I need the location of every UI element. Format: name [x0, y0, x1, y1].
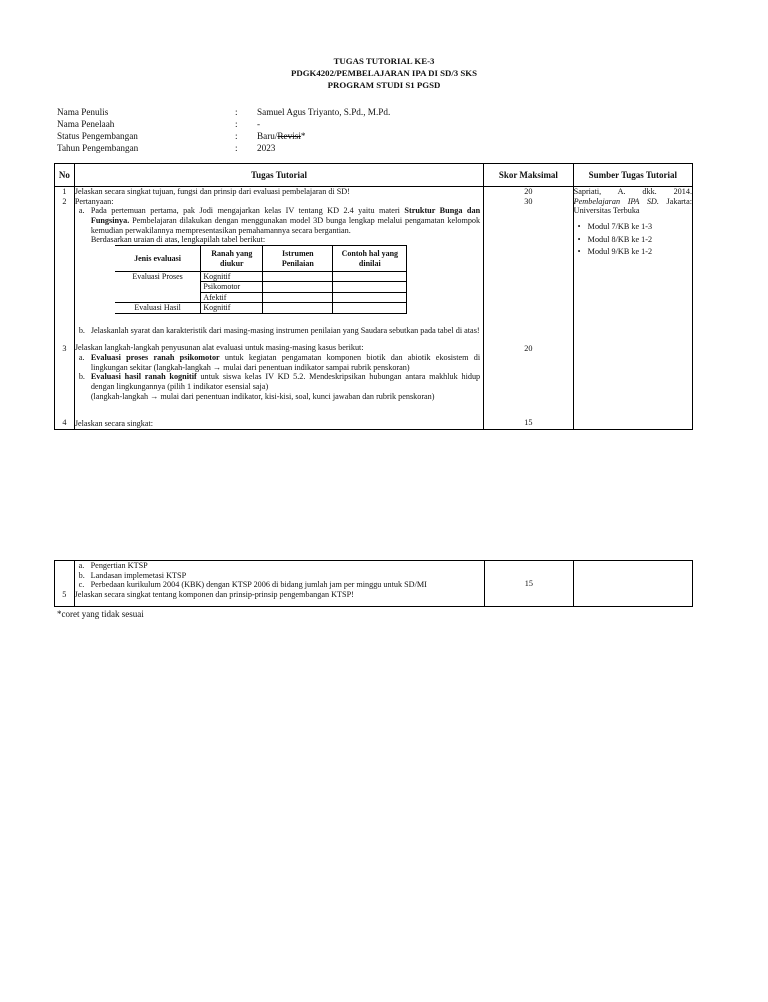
header-tugas: Tugas Tutorial	[74, 164, 483, 187]
inner-header-instrumen: Istrumen Penilaian	[263, 246, 333, 272]
status-asterisk: *	[300, 131, 306, 141]
meta-label-penelaah: Nama Penelaah	[57, 119, 115, 129]
header-no: No	[55, 164, 75, 187]
inner-instrumen-cell	[263, 303, 333, 313]
q3-b-line2: (langkah-langkah → mulai dari penentuan indikator, kisi-kisi, soal, kunci jawaban dan rubrik penskoran)	[90, 391, 435, 401]
inner-contoh-cell	[333, 292, 407, 302]
tutorial-table	[54, 163, 693, 430]
q4-item-c	[75, 580, 484, 590]
q2-intro: Pertanyaan:	[74, 196, 114, 206]
sumber-cell-empty	[574, 561, 693, 607]
q4-text: Jelaskan secara singkat:	[74, 419, 154, 429]
table-header-row	[55, 164, 693, 187]
ref-title: Pembelajaran IPA SD.	[573, 196, 659, 206]
footnote: *coret yang tidak sesuai	[57, 609, 144, 619]
meta-colon: :	[235, 119, 238, 129]
inner-contoh-cell	[333, 303, 407, 313]
q2-number: 2	[62, 196, 67, 206]
inner-header-contoh: Contoh hal yang dinilai	[333, 246, 407, 272]
q4-b-key: b.	[78, 570, 85, 580]
modul-list	[574, 222, 692, 257]
q4-q5-cell	[74, 561, 484, 607]
inner-jenis-hasil: Evaluasi Hasil	[115, 303, 201, 313]
q2-item-a	[75, 206, 483, 245]
inner-ranah-psikomotor: Psikomotor	[201, 282, 263, 292]
q4-item-a	[75, 561, 484, 571]
title-line-1: TUGAS TUTORIAL KE-3	[333, 56, 435, 66]
q3-b-text: untuk siswa kelas IV KD 5.2. Mendeskripsikan hubungan antara makhluk hidup dengan lingkungannya (pilih 1 indikator esensial saja)	[90, 372, 481, 392]
sumber-reference	[574, 187, 692, 216]
q3-skor: 20	[524, 344, 533, 354]
meta-label-status: Status Pengembangan	[57, 131, 138, 141]
evaluasi-table	[115, 245, 408, 314]
q2-b-key: b.	[78, 325, 85, 335]
q4-c-key: c.	[78, 580, 85, 590]
q3-a-text: untuk kegiatan pengamatan komponen biotik dan abiotik ekosistem di lingkungan sekitar (langkah-langkah → mulai dari penentuan indikator sampai rubrik penskoran)	[90, 353, 481, 372]
q2-skor: 30	[524, 196, 533, 206]
sumber-cell	[573, 187, 692, 430]
meta-value-status	[257, 130, 306, 142]
q4-a-text: Pengertian KTSP	[90, 561, 148, 570]
skor-cell	[484, 187, 574, 430]
inner-row	[115, 303, 407, 313]
q3-number: 3	[62, 344, 67, 354]
q1-skor: 20	[524, 187, 533, 196]
inner-header-ranah: Ranah yang diukur	[201, 246, 263, 272]
title-line-3: PROGRAM STUDI S1 PGSD	[327, 80, 441, 90]
q1-number: 1	[62, 187, 67, 196]
q2-a-line2: Berdasarkan uraian di atas, lengkapilah tabel berikut:	[90, 235, 266, 245]
meta-colon: :	[235, 107, 238, 117]
meta-value-penulis: Samuel Agus Triyanto, S.Pd., M.Pd.	[257, 107, 391, 117]
q4-number: 4	[62, 418, 67, 428]
inner-ranah-afektif: Afektif	[201, 292, 263, 302]
ref-publisher: Jakarta: Universitas Terbuka	[573, 196, 692, 216]
list-item: • Modul 9/KB ke 1-2	[588, 247, 692, 257]
list-item: • Modul 7/KB ke 1-3	[588, 222, 692, 232]
q4-item-b	[75, 571, 484, 581]
header-sumber: Sumber Tugas Tutorial	[573, 164, 692, 187]
table-row	[55, 187, 693, 430]
inner-ranah-kognitif: Kognitif	[201, 272, 263, 282]
inner-instrumen-cell	[263, 282, 333, 292]
title-line-2: PDGK4202/PEMBELAJARAN IPA DI SD/3 SKS	[290, 68, 478, 78]
inner-jenis-proses: Evaluasi Proses	[115, 272, 201, 303]
inner-contoh-cell	[333, 282, 407, 292]
list-item: • Modul 8/KB ke 1-2	[588, 235, 692, 245]
tugas-cell	[74, 187, 483, 430]
q3-a-key: a.	[78, 353, 85, 363]
q4-c-text: Perbedaan kurikulum 2004 (KBK) dengan KTSP 2006 di bidang jumlah jam per minggu untuk SD/MI	[90, 580, 427, 590]
inner-instrumen-cell	[263, 292, 333, 302]
inner-instrumen-cell	[263, 272, 333, 282]
q3-item-b	[75, 372, 483, 401]
q3-item-a	[75, 353, 483, 372]
no-cell	[55, 187, 75, 430]
meta-value-penelaah: -	[257, 119, 261, 129]
q4-a-key: a.	[78, 561, 85, 570]
meta-colon: :	[235, 143, 238, 153]
meta-colon: :	[235, 131, 238, 141]
inner-contoh-cell	[333, 272, 407, 282]
header-skor: Skor Maksimal	[484, 164, 574, 187]
q3-a-bold: Evaluasi proses ranah psikomotor	[90, 353, 220, 363]
q2-a-pre: Pada pertemuan pertama, pak Jodi mengajarkan kelas IV tentang KD 2.4 yaitu materi	[90, 206, 405, 216]
status-baru: Baru/	[257, 131, 278, 141]
q5-number: 5	[55, 561, 75, 607]
inner-ranah-kognitif-hasil: Kognitif	[201, 303, 263, 313]
ref-author: Sapriati, A. dkk. 2014.	[573, 187, 692, 196]
tutorial-table-continued	[54, 560, 693, 607]
q4-skor: 15	[524, 418, 533, 428]
q4-b-text: Landasan implemetasi KTSP	[90, 570, 187, 580]
q3-b-bold: Evaluasi hasil ranah kognitif	[90, 372, 197, 382]
q2-a-key: a.	[78, 206, 85, 216]
q1-text: Jelaskan secara singkat tujuan, fungsi dan prinsip dari evaluasi pembelajaran di SD!	[74, 187, 350, 196]
meta-label-tahun: Tahun Pengembangan	[57, 143, 139, 153]
q3-b-key: b.	[78, 372, 85, 382]
q5-skor: 15	[484, 561, 573, 607]
q5-text: Jelaskan secara singkat tentang komponen dan prinsip-prinsip pengembangan KTSP!	[74, 590, 354, 600]
q2-a-post: Pembelajaran dilakukan dengan menggunakan model 3D bunga lengkap melalui pengamatan kelompok kemudian perwakilannya mempresentasikan pemahamannya secara bergantian.	[90, 216, 481, 235]
q2-a-bold: Struktur Bunga dan Fungsinya.	[90, 206, 481, 226]
q2-item-b	[75, 326, 483, 336]
inner-row	[115, 272, 407, 282]
status-revisi-struck: Revisi	[277, 131, 301, 141]
q2-b-text: Jelaskanlah syarat dan karakteristik dari masing-masing instrumen penilaian yang Saudara sebutkan pada tabel di atas!	[90, 325, 480, 335]
meta-value-tahun: 2023	[257, 143, 276, 153]
q3-intro: Jelaskan langkah-langkah penyusunan alat evaluasi untuk masing-masing kasus berikut:	[74, 343, 364, 353]
meta-label-penulis: Nama Penulis	[57, 107, 109, 117]
inner-header-jenis: Jenis evaluasi	[115, 246, 201, 272]
table-row	[55, 561, 693, 607]
